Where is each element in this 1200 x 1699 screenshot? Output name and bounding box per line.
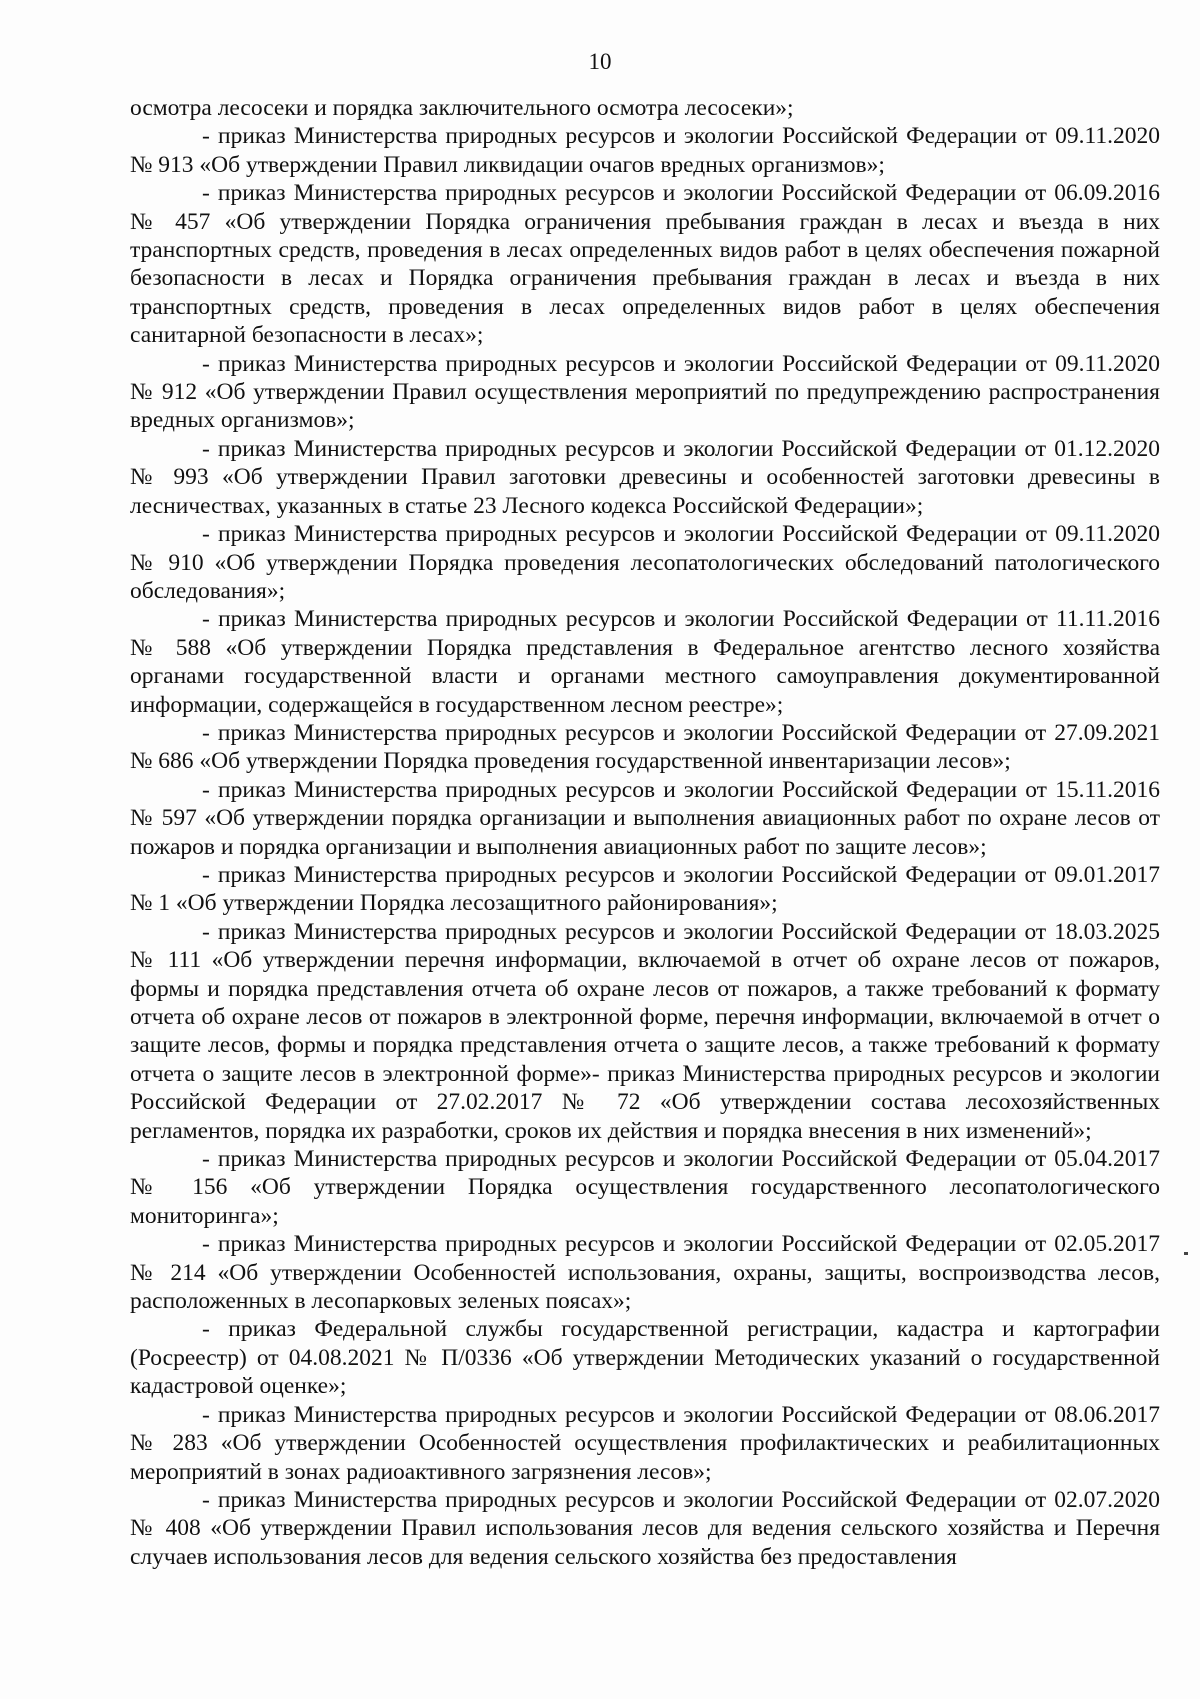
list-item: - приказ Министерства природных ресурсов и экологии Российской Федерации от 02.05.2017 № 214 «Об утверждении Особенностей использования, охраны, защиты, воспроизводства лесов, расположенных в лесопарковых зеленых поясах»; — [130, 1231, 1160, 1315]
list-item: - приказ Министерства природных ресурсов и экологии Российской Федерации от 09.11.2020 № 913 «Об утверждении Правил ликвидации очагов вредных организмов»; — [130, 123, 1160, 178]
page-number: 10 — [588, 49, 612, 74]
list-item: - приказ Министерства природных ресурсов и экологии Российской Федерации от 11.11.2016 № 588 «Об утверждении Порядка представления в Федеральное агентство лесного хозяйства органами государственной власти и органами местного самоуправления документированной информации, содержащейся в государственном лесном реестре»; — [130, 606, 1160, 718]
list-item: - приказ Министерства природных ресурсов и экологии Российской Федерации от 01.12.2020 № 993 «Об утверждении Правил заготовки древесины и особенностей заготовки древесины в лесничествах, указанных в статье 23 Лесного кодекса Российской Федерации»; — [130, 435, 1160, 519]
list-item: - приказ Министерства природных ресурсов и экологии Российской Федерации от 02.07.2020 № 408 «Об утверждении Правил использования лесов для ведения сельского хозяйства и Перечня случаев использования лесов для ведения сельского хозяйства без предоставления — [130, 1486, 1160, 1570]
list-item: - приказ Федеральной службы государственной регистрации, кадастра и картографии (Росреестр) от 04.08.2021 № П/0336 «Об утверждении Методических указаний о государственной кадастровой оценке»; — [130, 1316, 1160, 1400]
list-item: - приказ Министерства природных ресурсов и экологии Российской Федерации от 05.04.2017 № 156 «Об утверждении Порядка осуществления государственного лесопатологического мониторинга»; — [130, 1146, 1160, 1229]
list-item: - приказ Министерства природных ресурсов и экологии Российской Федерации от 09.01.2017 № 1 «Об утверждении Порядка лесозащитного районирования»; — [130, 861, 1160, 917]
paragraph-continuation: осмотра лесосеки и порядка заключительного осмотра лесосеки»; — [130, 95, 794, 121]
list-item: - приказ Министерства природных ресурсов и экологии Российской Федерации от 06.09.2016 № 457 «Об утверждении Порядка ограничения пребывания граждан в лесах и въезда в них транспортных средств, проведения в лесах определенных видов работ в целях обеспечения пожарной безопасности в лесах и Порядка ограничения пребывания граждан в лесах и въезда в них транспортных средств, проведения в лесах определенных видов работ в целях обеспечения санитарной безопасности в лесах»; — [130, 180, 1160, 349]
list-item: - приказ Министерства природных ресурсов и экологии Российской Федерации от 27.09.2021 № 686 «Об утверждении Порядка проведения государственной инвентаризации лесов»; — [130, 719, 1160, 775]
list-item: - приказ Министерства природных ресурсов и экологии Российской Федерации от 08.06.2017 № 283 «Об утверждении Особенностей осуществления профилактических и реабилитационных мероприятий в зонах радиоактивного загрязнения лесов»; — [130, 1401, 1160, 1485]
list-item: - приказ Министерства природных ресурсов и экологии Российской Федерации от 09.11.2020 № 910 «Об утверждении Порядка проведения лесопатологических обследований патологического обследования»; — [130, 521, 1160, 604]
document-body — [130, 94, 1160, 1571]
list-item: - приказ Министерства природных ресурсов и экологии Российской Федерации от 09.11.2020 № 912 «Об утверждении Правил осуществления мероприятий по предупреждению распространения вредных организмов»; — [130, 350, 1160, 434]
list-item: - приказ Министерства природных ресурсов и экологии Российской Федерации от 18.03.2025 № 111 «Об утверждении перечня информации, включаемой в отчет об охране лесов от пожаров, формы и порядка представления отчета об охране лесов от пожаров, а также требований к формату отчета об охране лесов от пожаров в электронной форме, перечня информации, включаемой в отчет о защите лесов, формы и порядка представления отчета о защите лесов, а также требований к формату отчета о защите лесов в электронной форме»- приказ Министерства природных ресурсов и экологии Российской Федерации от 27.02.2017 № 72 «Об утверждении состава лесохозяйственных регламентов, порядка их разработки, сроков их действия и порядка внесения в них изменений»; — [130, 918, 1160, 1144]
scan-speck — [1184, 1252, 1188, 1255]
list-item: - приказ Министерства природных ресурсов и экологии Российской Федерации от 15.11.2016 № 597 «Об утверждении порядка организации и выполнения авиационных работ по охране лесов от пожаров и порядка организации и выполнения авиационных работ по защите лесов»; — [130, 776, 1160, 860]
